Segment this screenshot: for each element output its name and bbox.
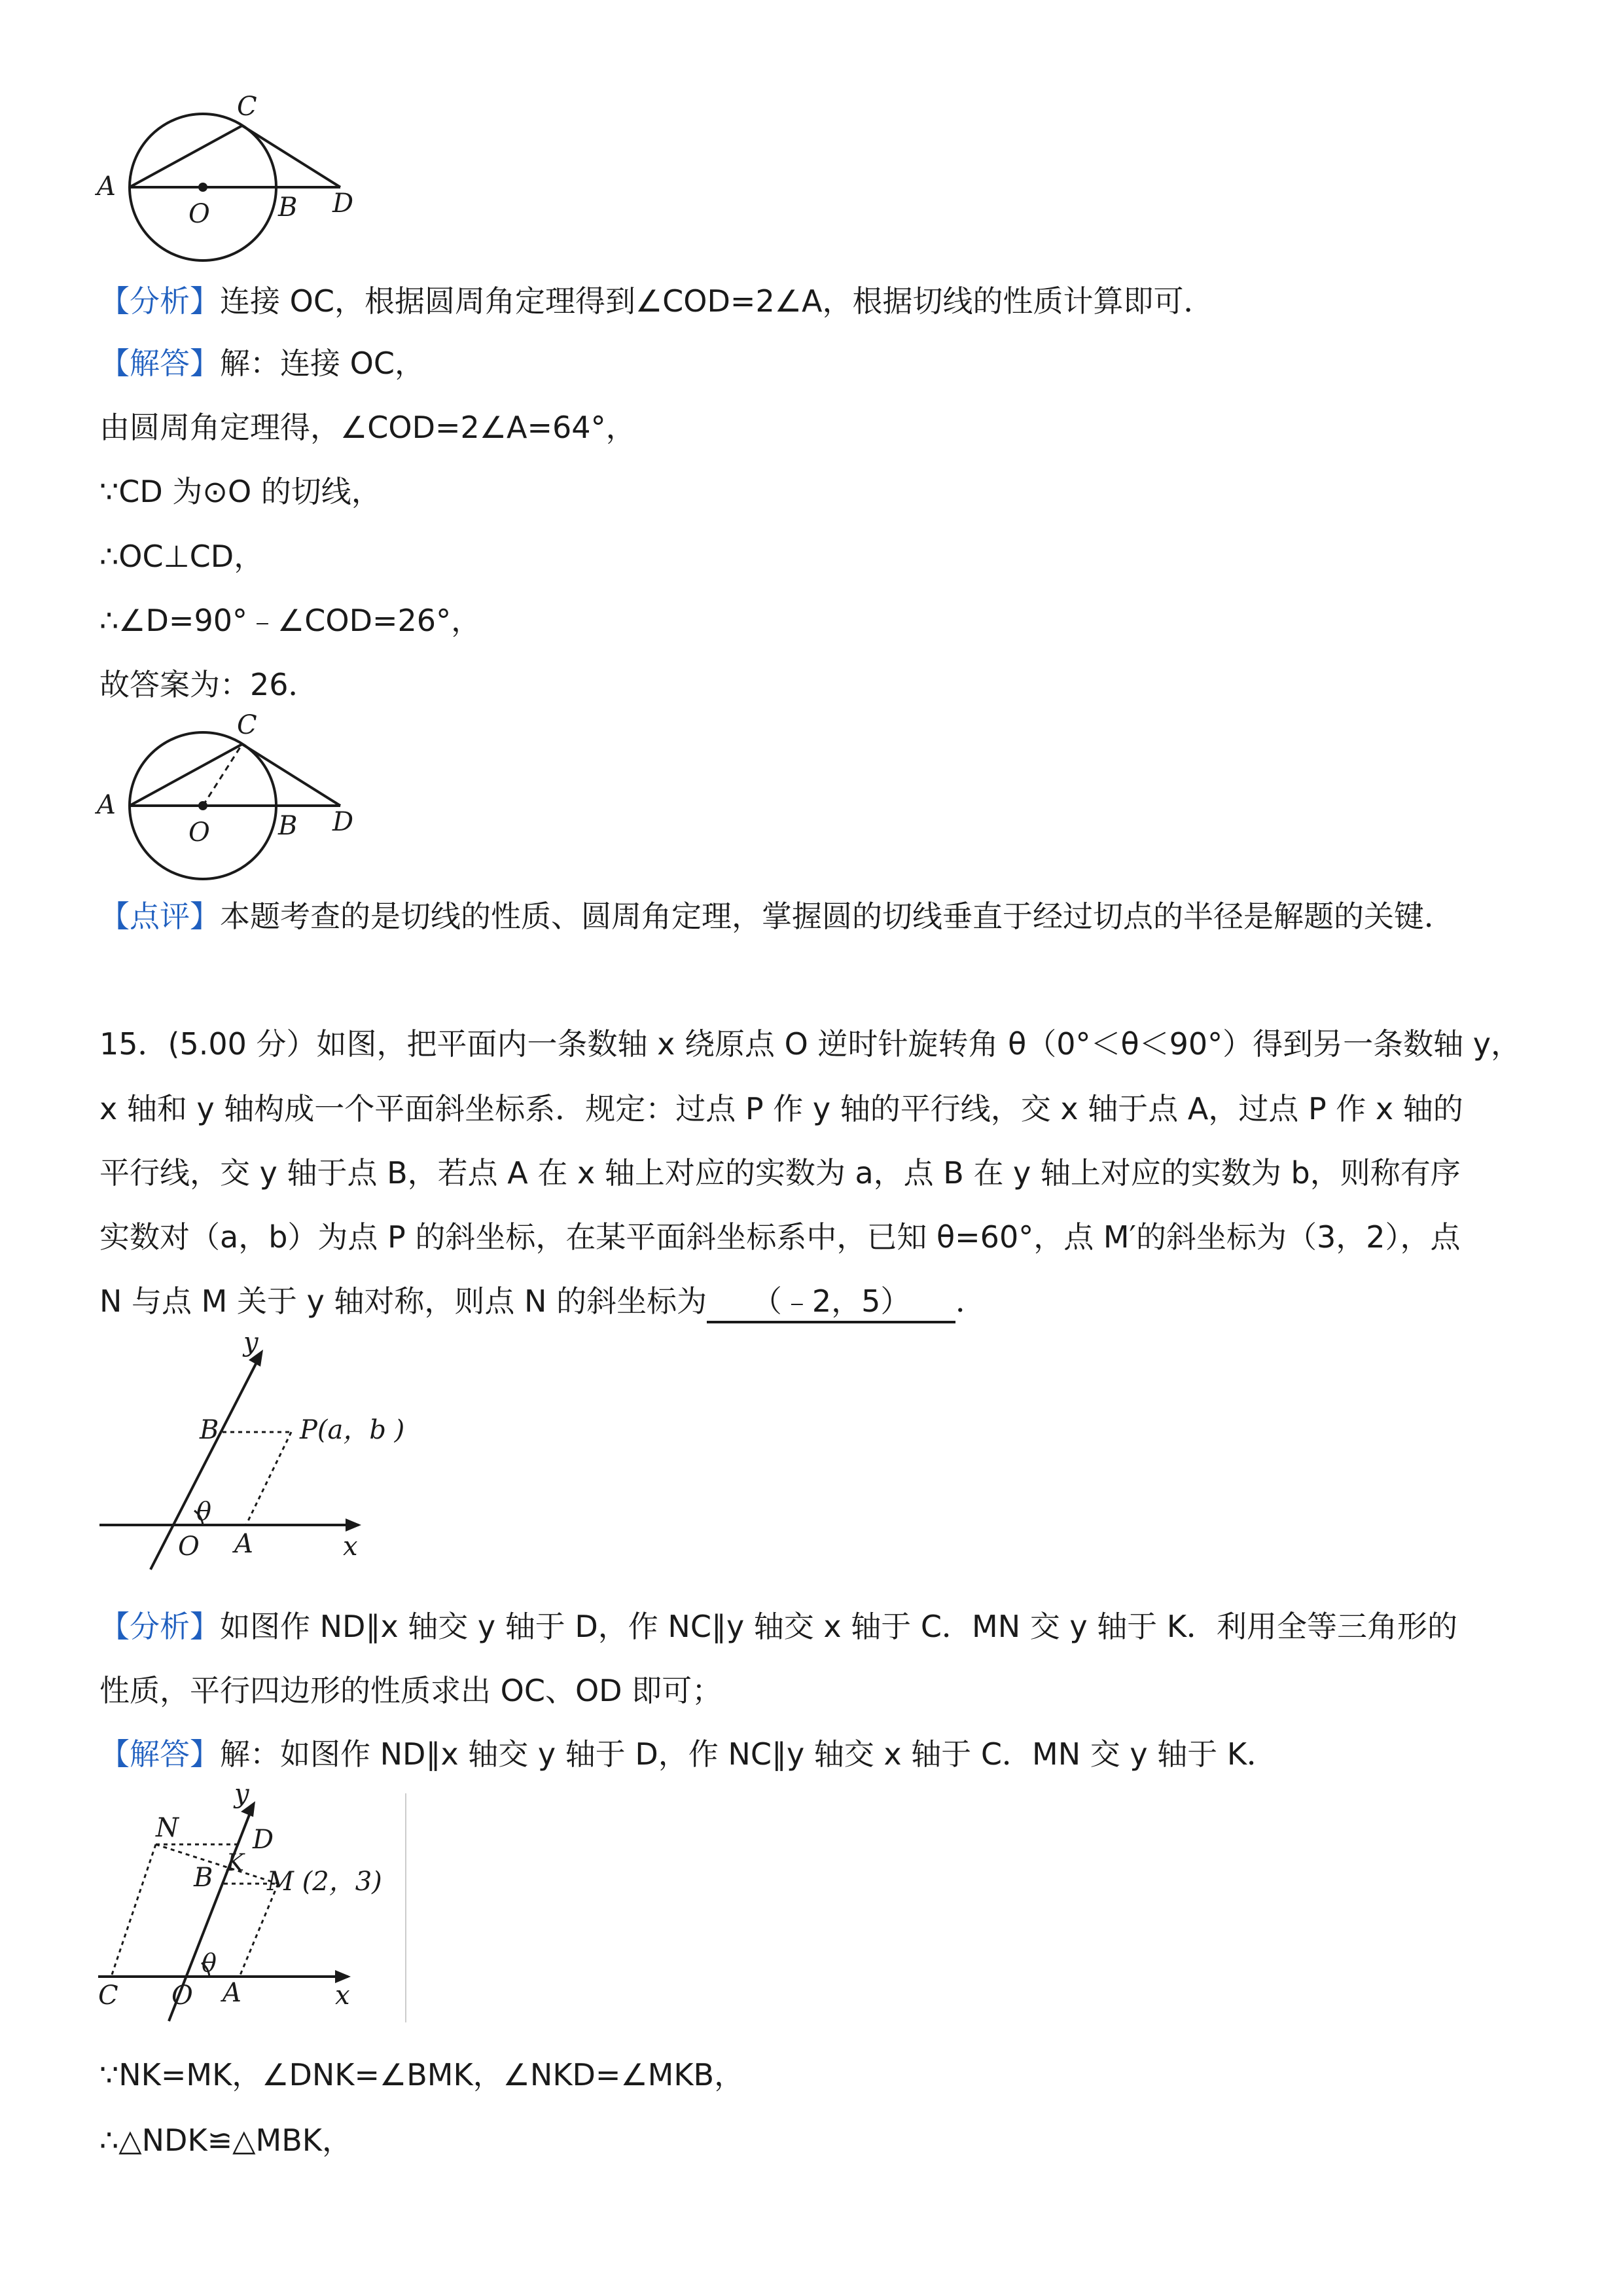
q14-solution-line: 由圆周角定理得，∠COD=2∠A=64°， [99, 410, 636, 445]
segment-nc [111, 1844, 156, 1977]
q14-solution-line: 故答案为：26． [99, 667, 319, 702]
tangent-cd [242, 126, 340, 187]
figure-circle-oc [92, 710, 380, 887]
solution-tag: 【解答】 [99, 1736, 220, 1772]
label-p: P(a，b ) [300, 1415, 405, 1445]
label-x: x [343, 1532, 358, 1562]
figure-oblique-nm [92, 1780, 432, 2029]
label-b: B [278, 811, 298, 841]
label-y: y [243, 1327, 259, 1357]
tangent-cd [242, 744, 340, 806]
q15-proof-line: ∴△NDK≌△MBK， [99, 2123, 352, 2158]
q15-proof-line: ∵NK=MK，∠DNK=∠BMK，∠NKD=∠MKB， [99, 2057, 745, 2092]
segment-ac [130, 126, 242, 187]
q15-text-line: 平行线，交 y 轴于点 B，若点 A 在 x 轴上对应的实数为 a，点 B 在 y 轴上对应的实数为 b，则称有序 [99, 1155, 1461, 1191]
label-a: A [97, 790, 116, 820]
label-y: y [234, 1779, 249, 1809]
label-o: O [171, 1981, 193, 2011]
label-a: A [234, 1529, 253, 1559]
figure-oblique-p [92, 1329, 432, 1577]
q15-text-line: x 轴和 y 轴构成一个平面斜坐标系．规定：过点 P 作 y 轴的平行线，交 x 轴于点 A，过点 P 作 x 轴的 [99, 1091, 1463, 1126]
q15-text-last: N 与点 M 关于 y 轴对称，则点 N 的斜坐标为 （﹣2，5） ． [99, 1282, 986, 1323]
center-dot [198, 183, 207, 192]
radius-oc-dashed [203, 744, 242, 806]
q14-comment: 【点评】本题考查的是切线的性质、圆周角定理，掌握圆的切线垂直于经过切点的半径是解题的关键． [99, 899, 1454, 934]
q14-solution: 【解答】解：连接 OC， [99, 346, 425, 381]
label-c: C [237, 92, 257, 122]
answer-blank: （﹣2，5） [707, 1282, 955, 1323]
analysis-tag: 【分析】 [99, 283, 220, 319]
label-b: B [194, 1863, 213, 1893]
comment-tag: 【点评】 [99, 899, 220, 934]
q15-analysis-line: 性质，平行四边形的性质求出 OC、OD 即可； [99, 1673, 722, 1708]
q14-analysis: 【分析】连接 OC，根据圆周角定理得到∠COD=2∠A，根据切线的性质计算即可． [99, 283, 1214, 319]
label-d: D [253, 1825, 274, 1855]
label-o: O [178, 1532, 200, 1562]
label-a: A [97, 171, 116, 202]
label-c: C [98, 1981, 118, 2011]
center-dot [198, 801, 207, 810]
q14-solution-line: ∴∠D=90°﹣∠COD=26°， [99, 603, 482, 638]
label-b: B [200, 1415, 219, 1445]
label-c: C [237, 710, 257, 740]
q15-text-line: 实数对（a，b）为点 P 的斜坐标，在某平面斜坐标系中，已知 θ=60°，点 M′的斜坐标为（3，2），点 [99, 1219, 1461, 1255]
label-m: M (2，3) [267, 1867, 382, 1897]
q15-text-line: 15．(5.00 分）如图，把平面内一条数轴 x 绕原点 O 逆时针旋转角 θ（0°＜θ＜90°）得到另一条数轴 y， [99, 1026, 1521, 1062]
q14-solution-line: ∴OC⊥CD， [99, 539, 264, 574]
q14-solution-line: ∵CD 为⊙O 的切线， [99, 474, 382, 509]
label-theta: θ [196, 1497, 211, 1526]
label-n: N [156, 1813, 179, 1843]
label-o: O [188, 199, 210, 229]
label-a: A [223, 1978, 241, 2008]
q15-analysis: 【分析】如图作 ND∥x 轴交 y 轴于 D，作 NC∥y 轴交 x 轴于 C．MN 交 y 轴于 K．利用全等三角形的 [99, 1609, 1457, 1644]
x-arrow-icon [346, 1518, 361, 1532]
label-d: D [332, 807, 354, 837]
q15-solution: 【解答】解：如图作 ND∥x 轴交 y 轴于 D，作 NC∥y 轴交 x 轴于 C．MN 交 y 轴于 K． [99, 1736, 1277, 1772]
label-theta: θ [202, 1948, 217, 1977]
solution-tag: 【解答】 [99, 346, 220, 381]
label-x: x [335, 1981, 350, 2011]
segment-ac [130, 744, 242, 806]
segment-ma [240, 1884, 278, 1977]
parallel-pa [246, 1432, 291, 1525]
label-d: D [332, 188, 354, 219]
label-b: B [278, 192, 298, 223]
analysis-tag: 【分析】 [99, 1609, 220, 1644]
label-k: K [226, 1850, 244, 1876]
label-o: O [188, 817, 210, 848]
figure-circle-tangent [92, 92, 380, 268]
